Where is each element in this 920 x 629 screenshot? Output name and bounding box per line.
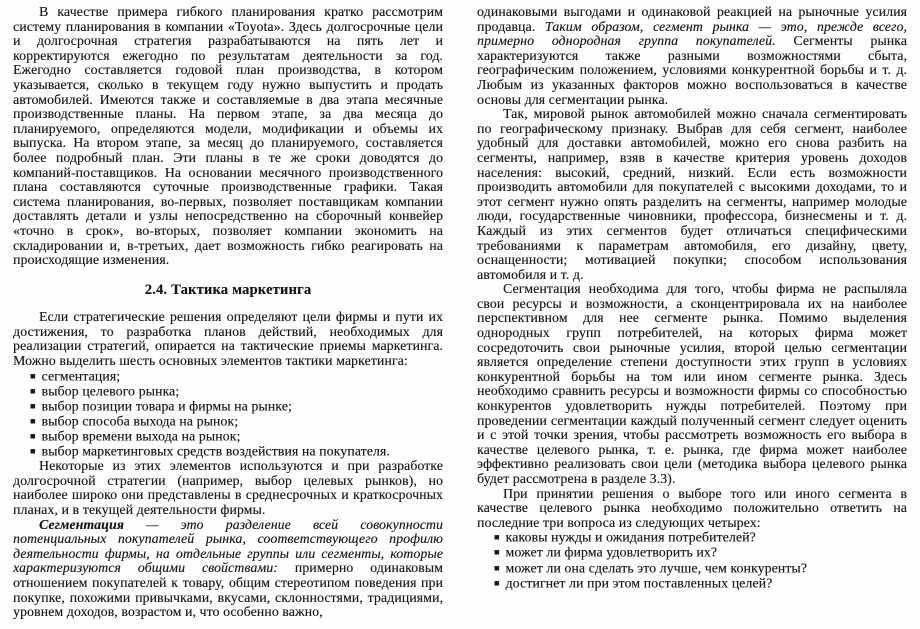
list-item (30, 369, 443, 384)
list-item-text: сегментация; (41, 368, 121, 384)
segment-market-italic: Таким образом, сегмент рынка — это, прежде всего, примерно однородная группа покупателей. (477, 18, 907, 49)
square-bullet-icon: ■ (30, 415, 36, 426)
list-item-text: каковы нужды и ожидания потребителей? (505, 530, 756, 545)
list-item-text: выбор маркетинговых средств воздействия на покупателя. (41, 444, 390, 459)
list-item (30, 414, 443, 429)
marketing-tactics-list (13, 369, 443, 460)
paragraph-elements-usage: Некоторые из этих элементов используются и при разработке долгосрочной стратегии (например, выбор целевых рынков), но наиболее широко они представлены в среднесрочных и краткосрочных планах, и в текущей деятельности фирмы. (13, 458, 443, 517)
square-bullet-icon: ■ (30, 446, 36, 457)
left-column (13, 5, 443, 625)
paragraph-segmentation-definition (13, 518, 443, 620)
term-segmentation: Сегментация (39, 516, 124, 532)
list-item (494, 545, 907, 560)
square-bullet-icon: ■ (494, 532, 500, 543)
four-questions-list (477, 530, 907, 590)
square-bullet-icon: ■ (494, 562, 500, 573)
paragraph-target-market-decision: При принятии решения о выборе того или иного сегмента в качестве целевого рынка необходимо положительно ответить на последние три вопроса из следующих четырех: (477, 485, 907, 530)
paragraph-segmentation-purpose: Сегментация необходима для того, чтобы фирма не распыляла свои ресурсы и возможности, а сконцентрировала их на наиболее перспективном для нее сегменте рынка. Помимо выделения однородных групп потребителей, на которых фирма может сосредоточить свои рыночные усилия, второй целью сегментации является определение степени доступности этих групп в условиях конкурентной борьбы на том или ином сегменте рынка. Здесь необходимо сравнить ресурсы и возможности фирмы со способностью конкурентов удовлетворить нужды потребителей. Поэтому при проведении сегментации каждый полученный сегмент следует оценить и с этой точки зрения, чтобы рассмотреть возможность его выбора в качестве целевого рынка, т. е. рынка, где фирма может наиболее эффективно реализовать свои цели (методика выбора целевого рынка будет рассмотрена в разделе 3.3). (477, 281, 907, 486)
section-heading: 2.4. Тактика маркетинга (144, 281, 312, 298)
segmentation-definition-italic: — это разделение всей совокупности потенциальных покупателей рынка, соответствующего профилю деятельности фирмы, на отдельные группы или сегменты, которые характеризуются общими свойствами: (13, 516, 443, 576)
paragraph-toyota-planning: В качестве примера гибкого планирования кратко рассмотрим систему планирования в компании «Toyota». Здесь долгосрочные цели и долгосрочная стратегия разрабатываются на пять лет и корректируются ежегодно по результатам деятельности за год. Ежегодно составляется годовой план производства, в котором указывается, сколько в текущем году нужно выпустить и продать автомобилей. Имеются также и составляемые в два этапа месячные производственные планы. На первом этапе, за два месяца до планируемого, определяются модели, модификации и объемы их выпуска. На втором этапе, за месяц до планируемого, составляется более подробный план. Эти планы в те же сроки доводятся до компаний-поставщиков. На основании месячного производственного плана составляются суточные производственные графики. Такая система планирования, во-первых, позволяет поставщикам компании доставлять детали и узлы непосредственно на сборочный конвейер «точно в срок», во-вторых, позволяет компании экономить на складировании и, в-третьих, дает возможность гибко реагировать на происходящие изменения. (13, 4, 443, 268)
segment-market-normal-end: Сегменты рынка характеризуются также разными возможностями сбыта, географическим положением, условиями конкурентной борьбы и т. д. Любым из указанных факторов можно воспользоваться в качестве основы для сегментации рынка. (477, 33, 907, 107)
list-item (30, 399, 443, 414)
list-item-text: может ли она сделать это лучше, чем конкуренты? (505, 560, 807, 576)
list-item-text: выбор целевого рынка; (41, 383, 180, 399)
square-bullet-icon: ■ (30, 431, 36, 442)
paragraph-geo-segmentation: Так, мировой рынок автомобилей можно сначала сегментировать по географическому признаку. Выбрав для себя сегмент, наиболее удобный для доставки автомобилей, можно его снова разбить на сегменты, например, взяв в качестве критерия уровень доходов населения: высокий, средний, низкий. Если есть возможности производить автомобили для покупателей с высокими доходами, то и этот сегмент нужно опять разделить на сегменты, например молодые люди, государственные чиновники, профессора, бизнесмены и т. д. Каждый из этих сегментов будет отличаться специфическими требованиями к параметрам автомобиля, его дизайну, цвету, оснащенности; мотивацией покупки; способом использования автомобиля и т. д. (477, 106, 907, 282)
list-item (30, 384, 443, 399)
list-item (30, 429, 443, 444)
square-bullet-icon: ■ (494, 577, 500, 588)
list-item (494, 530, 907, 545)
square-bullet-icon: ■ (494, 547, 500, 558)
list-item-text: выбор времени выхода на рынок; (41, 429, 241, 444)
paragraph-segment-market (477, 5, 907, 107)
right-column (477, 5, 907, 625)
square-bullet-icon: ■ (30, 370, 36, 381)
paragraph-marketing-tactics-intro: Если стратегические решения определяют цели фирмы и пути их достижения, то разработка планов действий, необходимых для реализации стратегий, опирается на тактические приемы маркетинга. Можно выделить шесть основных элементов тактики маркетинга: (13, 309, 443, 369)
square-bullet-icon: ■ (30, 400, 36, 411)
square-bullet-icon: ■ (30, 385, 36, 396)
list-item (494, 576, 907, 591)
list-item-text: выбор способа выхода на рынок; (41, 413, 239, 429)
list-item (494, 561, 907, 576)
list-item-text: может ли фирма удовлетворить их? (505, 545, 718, 560)
segmentation-definition-normal: примерно одинаковым отношением покупателей к товару, общим стереотипом поведения при покупке, похожими привычками, вкусами, склонностями, традициями, уровнем доходов, возрастом и, что особенно важно, (13, 560, 443, 620)
segment-market-normal-start: одинаковыми выгодами и одинаковой реакцией на рыночные усилия продавца. (477, 4, 907, 34)
list-item-text: достигнет ли при этом поставленных целей? (505, 575, 773, 591)
list-item-text: выбор позиции товара и фирмы на рынке; (41, 398, 292, 414)
list-item (30, 444, 443, 459)
